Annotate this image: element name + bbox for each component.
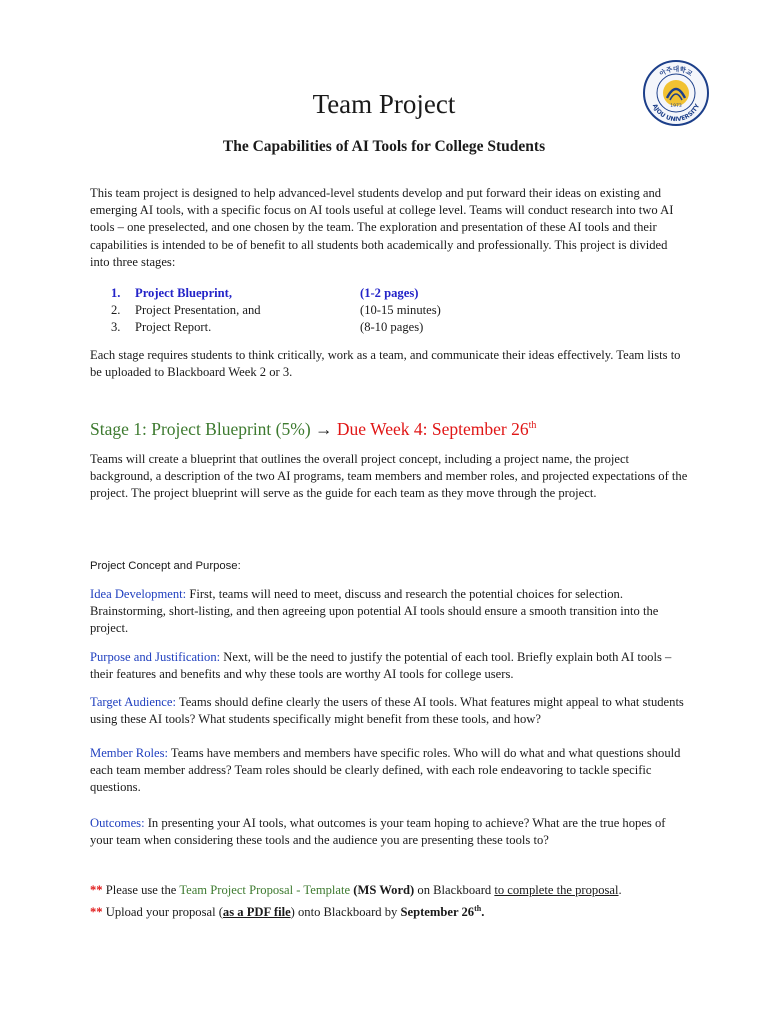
note-text: . xyxy=(618,883,622,897)
stage-number: 3. xyxy=(111,320,121,334)
upload-deadline xyxy=(400,905,484,919)
blueprint-description: Teams will create a blueprint that outlines the overall project concept, including a project name, the project background, a description of the two AI programs, team members and member roles, and projected expectations of the project. The project blueprint will serve as the guide for each team as they move through the project. xyxy=(90,452,688,501)
concept-item xyxy=(90,745,690,797)
concept-item xyxy=(90,649,690,683)
item-text: In presenting your AI tools, what outcomes is your team hoping to achieve? What are the true hopes of your team when considering these tools and the audience you are presenting these tools to? xyxy=(90,816,666,848)
note-text: Please use the xyxy=(102,883,180,897)
note-text: Upload your proposal ( xyxy=(102,905,223,920)
page-subtitle: The Capabilities of AI Tools for College Students xyxy=(222,138,546,155)
deadline-date: September 26 xyxy=(400,905,475,920)
stage-number: 2. xyxy=(111,303,121,317)
note-marker: ** xyxy=(90,905,103,920)
concept-item xyxy=(90,586,690,638)
item-label: Idea Development: xyxy=(90,587,187,601)
deadline-suffix: th xyxy=(474,904,482,913)
pdf-file-format: as a PDF file xyxy=(222,905,291,920)
seal-year: 1973 xyxy=(670,104,682,109)
stage-number: 1. xyxy=(111,286,121,300)
stage-item xyxy=(90,320,690,337)
due-date: Due Week 4: September 26 xyxy=(336,419,529,439)
item-text: Teams have members and members have specific roles. Who will do what and what questions should each team member address? Team roles should be clearly defined, with each role endeavoring to tackle specific questions. xyxy=(90,746,681,795)
note-text: ) onto Blackboard by xyxy=(290,905,401,920)
item-text: First, teams will need to meet, discuss and research the potential choices for selection. Brainstorming, short-listing, and then agreeing upon potential AI tools should ensure a smooth transition into the project. xyxy=(90,587,659,636)
item-label: Outcomes: xyxy=(90,816,145,830)
stage-length: (10-15 minutes) xyxy=(360,303,441,317)
item-label: Member Roles: xyxy=(90,746,168,760)
intro-paragraph: This team project is designed to help advanced-level students develop and put forward their ideas on existing and emerging AI tools, with a specific focus on AI tools useful at college level. Teams will conduct research into two AI tools – one preselected, and one chosen by the team. The exploration and presentation of these AI tools and their capabilities is intended to be of benefit to all students both academically and professionally. This project is divided into three stages: xyxy=(90,186,674,269)
seal-text-top: 아주대학교 xyxy=(658,65,694,78)
due-date-suffix: th xyxy=(528,420,537,432)
complete-proposal-link[interactable]: to complete the proposal xyxy=(494,883,619,897)
note-proposal-template xyxy=(90,882,710,899)
page-title: Team Project xyxy=(312,89,456,119)
item-text: Next, will be the need to justify the potential of each tool. Briefly explain both AI tools – their features and benefits and why these tools are worthy AI tools for college users. xyxy=(90,650,672,682)
stage-item xyxy=(90,303,690,320)
stages-list xyxy=(90,286,690,337)
stage1-title: Stage 1: Project Blueprint (5%) xyxy=(90,419,311,439)
template-format: (MS Word) xyxy=(353,883,415,897)
stage-length: (8-10 pages) xyxy=(360,320,424,334)
item-label: Target Audience: xyxy=(90,695,176,709)
item-text: Teams should define clearly the users of these AI tools. What features might appeal to what students using these AI tools? What students specifically might benefit from these tools, and how? xyxy=(90,695,684,727)
deadline-period: . xyxy=(481,905,485,920)
note-marker: ** xyxy=(90,883,103,897)
stage-name: Project Report. xyxy=(135,320,212,334)
note-text: on Blackboard xyxy=(414,883,495,897)
concept-heading: Project Concept and Purpose: xyxy=(90,560,241,572)
stage1-heading xyxy=(90,419,536,440)
stage-length: (1-2 pages) xyxy=(360,286,419,300)
note-upload xyxy=(90,900,710,921)
item-label: Purpose and Justification: xyxy=(90,650,221,664)
arrow-icon: → xyxy=(315,419,333,439)
seal-text-bottom: AJOU UNIVERSITY xyxy=(650,102,702,124)
concept-item xyxy=(90,694,690,728)
concept-item xyxy=(90,815,690,849)
template-name: Team Project Proposal - Template xyxy=(179,883,351,897)
stage-item xyxy=(90,286,690,303)
stage-note: Each stage requires students to think critically, work as a team, and communicate their ideas effectively. Team lists to be uploaded to Blackboard Week 2 or 3. xyxy=(90,348,681,380)
stage-name: Project Presentation, and xyxy=(135,303,261,317)
stage-name: Project Blueprint, xyxy=(135,286,232,300)
stage1-due xyxy=(337,419,536,439)
